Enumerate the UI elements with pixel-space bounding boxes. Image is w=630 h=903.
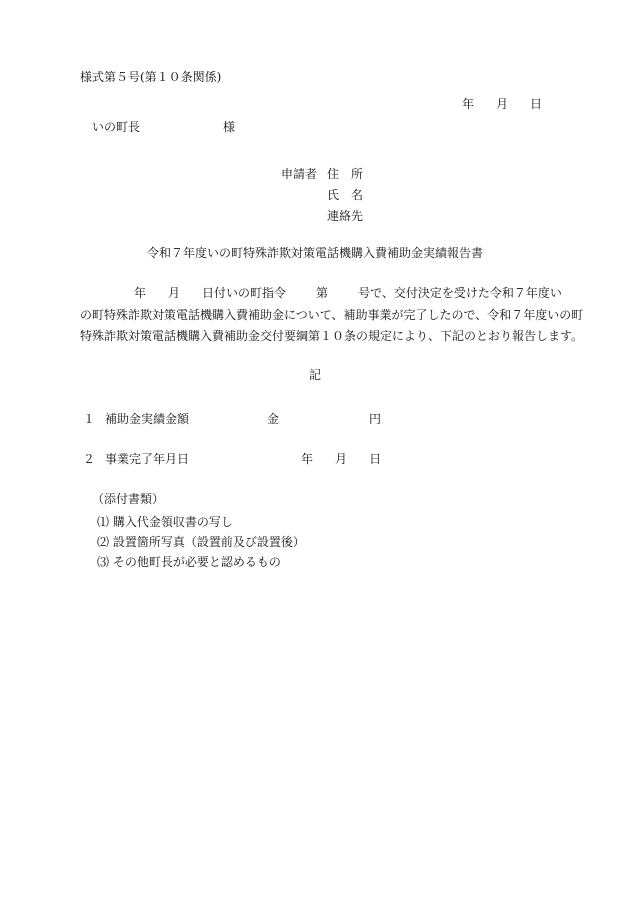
document-title: 令和７年度いの町特殊詐欺対策電話機購入費補助金実績報告書 <box>146 246 483 260</box>
item-2-month: 月 <box>335 452 348 466</box>
item-subsidy-amount <box>83 410 381 427</box>
ki-marker: 記 <box>308 368 321 382</box>
date-month: 月 <box>496 97 509 111</box>
item-2-day: 日 <box>369 452 382 466</box>
attachment-item: ⑵ 設置箇所写真（設置前及び設置後） <box>97 535 305 549</box>
applicant-name: 氏 名 <box>327 188 364 202</box>
body-date-ref: 日付いの町指令 <box>202 286 287 300</box>
addressee-name: いの町長 <box>92 120 141 134</box>
body-line-2: の町特殊詐欺対策電話機購入費補助金について、補助事業が完了したので、令和７年度いの町 <box>80 307 584 322</box>
body-line-3: 特殊詐欺対策電話機購入費補助金交付要綱第１０条の規定により、下記のとおり報告します。 <box>80 329 584 343</box>
date-year: 年 <box>462 97 475 111</box>
item-2-year: 年 <box>301 452 314 466</box>
applicant-contact: 連絡先 <box>327 209 364 223</box>
item-completion-date <box>83 450 381 467</box>
body-line-1-rest: 号で、交付決定を受けた令和７年度い <box>358 286 562 300</box>
attachment-item: ⑴ 購入代金領収書の写し <box>97 515 233 529</box>
attachments-heading: （添付書類） <box>92 492 165 506</box>
addressee <box>92 118 235 135</box>
item-2-label: 事業完了年月日 <box>105 452 190 466</box>
body-dai: 第 <box>316 286 329 300</box>
addressee-honorific: 様 <box>223 120 236 134</box>
item-1-label: 補助金実績金額 <box>105 412 190 426</box>
item-1-suffix: 円 <box>369 412 382 426</box>
form-number: 様式第５号(第１０条関係) <box>80 70 222 84</box>
date-line <box>462 95 542 112</box>
attachment-item: ⑶ その他町長が必要と認めるもの <box>97 555 281 569</box>
body-year: 年 <box>134 286 147 300</box>
item-1-number: １ <box>83 412 96 426</box>
item-2-number: ２ <box>83 452 96 466</box>
body-line-1 <box>80 283 562 305</box>
body-month: 月 <box>168 286 181 300</box>
applicant-address: 住 所 <box>327 167 364 181</box>
item-1-prefix: 金 <box>267 412 280 426</box>
body-paragraph <box>80 283 584 348</box>
date-day: 日 <box>530 97 543 111</box>
applicant-label: 申請者 <box>281 167 318 181</box>
